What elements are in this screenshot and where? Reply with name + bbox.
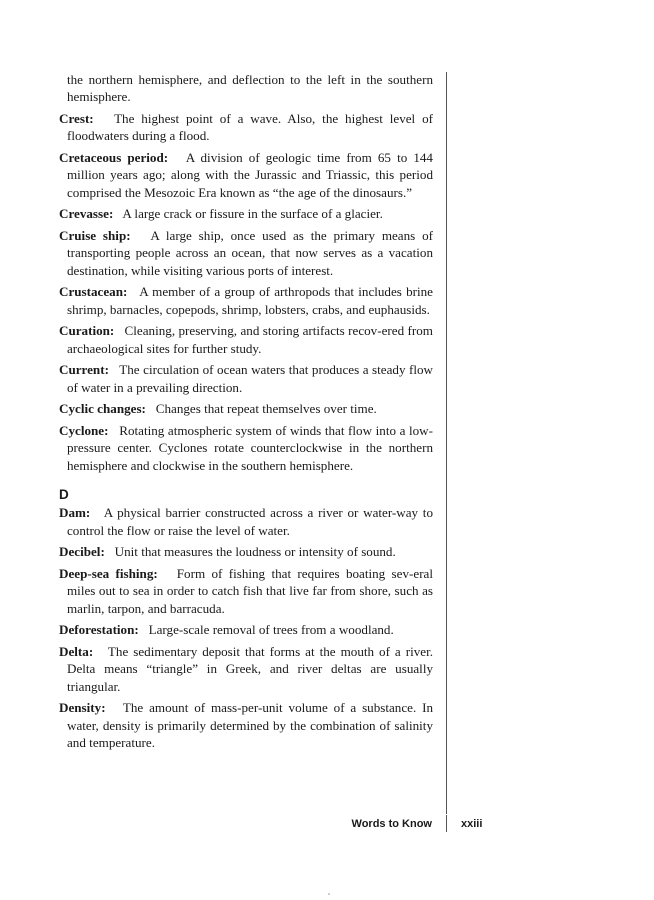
- glossary-entry-cruise-ship: [59, 227, 433, 279]
- page-number: xxiii: [461, 818, 483, 830]
- glossary-entry-dam: [59, 504, 433, 539]
- glossary-definition: A division of geologic time from 65 to 144 million years ago; along with the Jurassic and Triassic, this period comprised the Mesozoic Era known as “the age of the dinosaurs.”: [67, 150, 433, 200]
- glossary-entry-delta: [59, 643, 433, 695]
- glossary-term: Deforestation:: [59, 622, 139, 638]
- glossary-column: [59, 71, 433, 756]
- section-letter-heading: D: [59, 487, 69, 503]
- glossary-definition: Rotating atmospheric system of winds that flow into a low-pressure center. Cyclones rotate counterclockwise in the northern hemisphere and clockwise in the southern hemisphere.: [67, 423, 433, 473]
- glossary-term: Cruise ship:: [59, 228, 131, 243]
- glossary-entry-crustacean: [59, 283, 433, 318]
- glossary-term: Current:: [59, 362, 109, 378]
- glossary-definition: Form of fishing that requires boating sev-eral miles out to sea in order to catch fish that live far from shore, such as marlin, tarpon, and barracuda.: [67, 565, 433, 616]
- glossary-entry-density: [59, 699, 433, 751]
- glossary-entry-deep-sea-fishing: [59, 565, 433, 617]
- glossary-term: Crest:: [59, 111, 94, 126]
- glossary-definition: The circulation of ocean waters that produces a steady flow of water in a prevailing direction.: [67, 362, 433, 395]
- glossary-entry-deforestation: [59, 621, 433, 638]
- glossary-definition: The amount of mass-per-unit volume of a substance. In water, density is primarily determined by the combination of salinity and temperature.: [67, 700, 433, 751]
- glossary-term: Cyclone:: [59, 423, 109, 438]
- glossary-term: Deep-sea fishing:: [59, 565, 158, 581]
- glossary-entry-crevasse: [59, 205, 433, 222]
- continued-definition: the northern hemisphere, and deflection to the left in the southern hemisphere.: [67, 72, 433, 105]
- glossary-definition: A large ship, once used as the primary means of transporting people across an ocean, that now serves as a vacation destination, while visiting various ports of interest.: [67, 228, 434, 278]
- margin-rule: [446, 72, 447, 814]
- footer-divider: [446, 815, 447, 832]
- glossary-entry-crest: [59, 110, 433, 145]
- glossary-entry-curation: [59, 322, 433, 357]
- glossary-entry-cyclic-changes: [59, 400, 433, 417]
- glossary-definition: Unit that measures the loudness or intensity of sound.: [114, 544, 396, 560]
- glossary-term: Crevasse:: [59, 206, 114, 222]
- glossary-definition: A physical barrier constructed across a river or water-way to control the flow or raise the level of water.: [67, 505, 433, 538]
- glossary-definition: Changes that repeat themselves over time.: [155, 401, 377, 417]
- glossary-term: Density:: [59, 700, 106, 716]
- scan-speck: [328, 893, 330, 895]
- glossary-term: Cretaceous period:: [59, 150, 169, 165]
- glossary-definition: The sedimentary deposit that forms at the mouth of a river. Delta means “triangle” in Greek, and river deltas are usually triangular.: [67, 643, 433, 694]
- glossary-entry-cyclone: [59, 422, 433, 474]
- glossary-definition: Cleaning, preserving, and storing artifacts recov-ered from archaeological sites for further study.: [67, 323, 433, 356]
- glossary-term: Dam:: [59, 505, 91, 521]
- glossary-entry-current: [59, 361, 433, 396]
- glossary-definition: A member of a group of arthropods that includes brine shrimp, barnacles, copepods, shrimp, lobsters, crabs, and euphausids.: [67, 284, 433, 317]
- glossary-term: Decibel:: [59, 544, 105, 560]
- glossary-definition: Large-scale removal of trees from a woodland.: [148, 622, 394, 638]
- running-footer-title: Words to Know: [351, 818, 432, 830]
- glossary-definition: A large crack or fissure in the surface of a glacier.: [122, 206, 383, 222]
- glossary-term: Cyclic changes:: [59, 401, 146, 417]
- glossary-term: Curation:: [59, 323, 115, 339]
- glossary-term: Crustacean:: [59, 284, 128, 300]
- glossary-entry-cretaceous-period: [59, 149, 433, 201]
- glossary-entry-decibel: [59, 543, 433, 560]
- glossary-term: Delta:: [59, 643, 94, 659]
- glossary-definition: The highest point of a wave. Also, the highest level of floodwaters during a flood.: [67, 111, 433, 144]
